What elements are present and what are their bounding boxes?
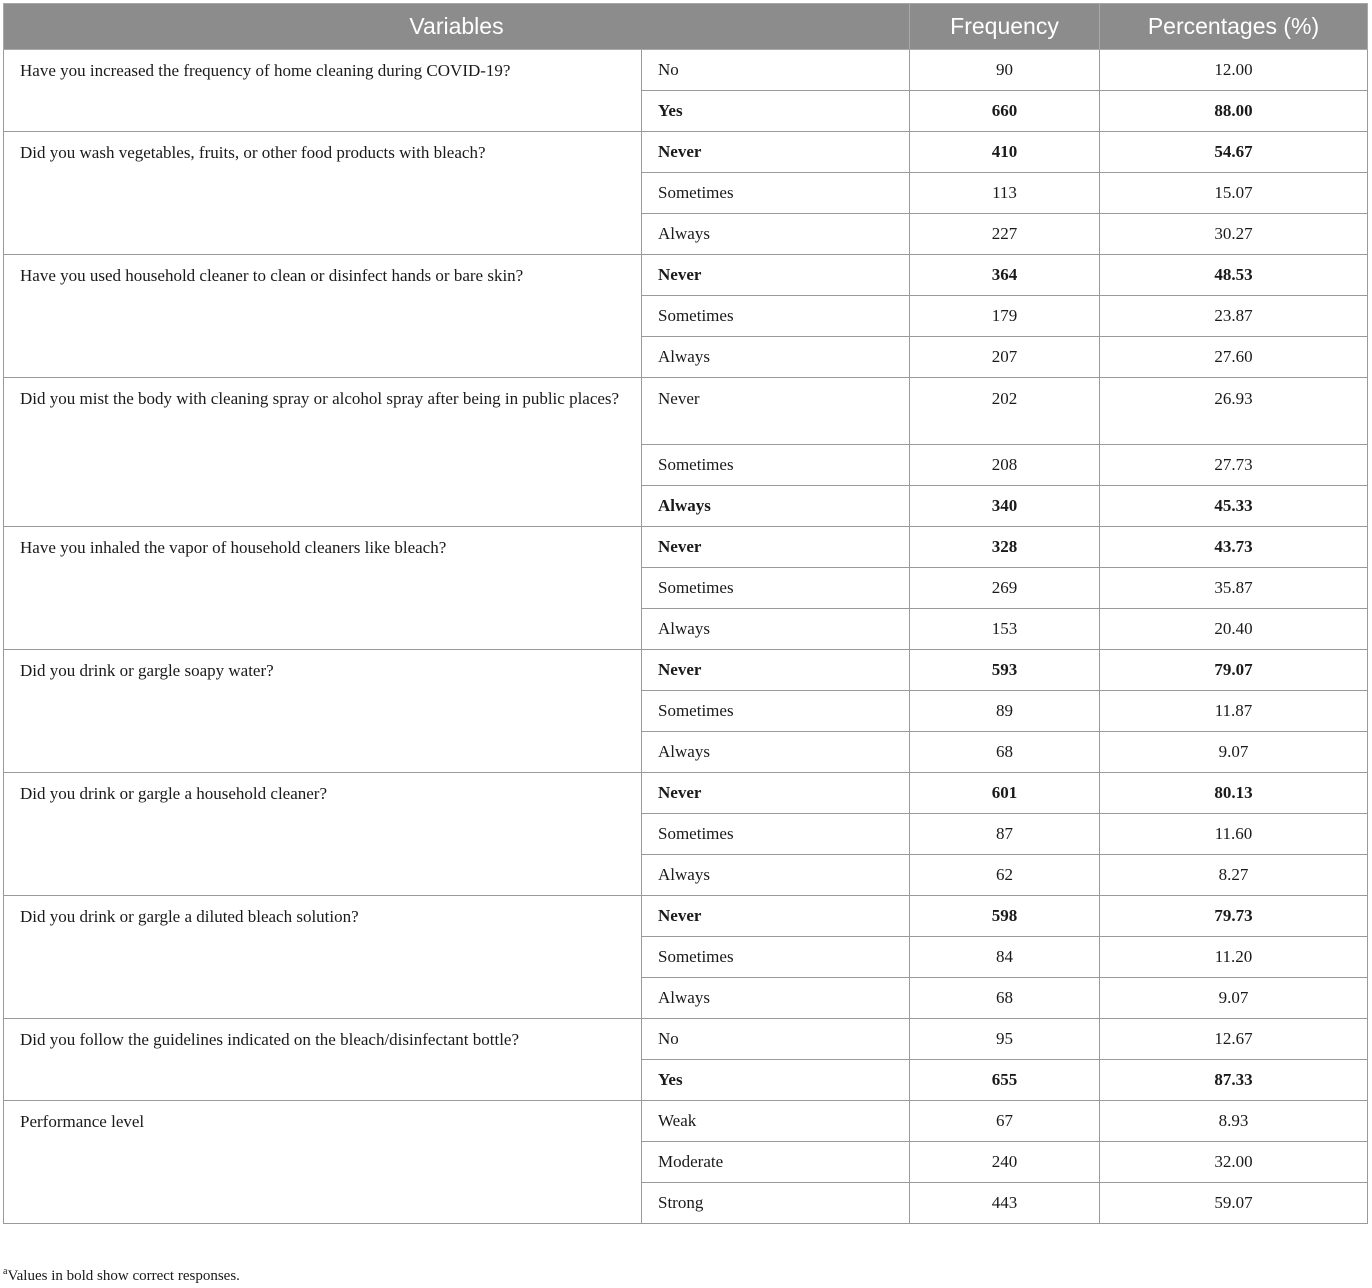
- percentage-cell: 23.87: [1100, 296, 1368, 337]
- footnote: [3, 1266, 240, 1285]
- option-cell: Never: [642, 527, 910, 568]
- table-row: [4, 896, 1368, 937]
- percentage-cell: 45.33: [1100, 486, 1368, 527]
- percentage-cell: 12.67: [1100, 1019, 1368, 1060]
- percentage-cell: 35.87: [1100, 568, 1368, 609]
- percentage-cell: 27.73: [1100, 445, 1368, 486]
- percentage-cell: 11.87: [1100, 691, 1368, 732]
- frequency-cell: 443: [910, 1183, 1100, 1224]
- frequency-cell: 208: [910, 445, 1100, 486]
- option-cell: Strong: [642, 1183, 910, 1224]
- frequency-cell: 598: [910, 896, 1100, 937]
- option-cell: Always: [642, 855, 910, 896]
- percentage-cell: 8.27: [1100, 855, 1368, 896]
- option-cell: Always: [642, 978, 910, 1019]
- frequency-cell: 340: [910, 486, 1100, 527]
- percentage-cell: 43.73: [1100, 527, 1368, 568]
- option-cell: No: [642, 50, 910, 91]
- header-row: [4, 4, 1368, 50]
- percentage-cell: 48.53: [1100, 255, 1368, 296]
- option-cell: Sometimes: [642, 814, 910, 855]
- percentage-cell: 79.73: [1100, 896, 1368, 937]
- question-cell: Did you drink or gargle soapy water?: [4, 650, 642, 773]
- percentage-cell: 9.07: [1100, 978, 1368, 1019]
- frequency-cell: 113: [910, 173, 1100, 214]
- frequency-cell: 655: [910, 1060, 1100, 1101]
- frequency-cell: 207: [910, 337, 1100, 378]
- question-cell: Did you wash vegetables, fruits, or other food products with bleach?: [4, 132, 642, 255]
- percentage-cell: 9.07: [1100, 732, 1368, 773]
- option-cell: Yes: [642, 1060, 910, 1101]
- percentage-cell: 20.40: [1100, 609, 1368, 650]
- frequency-cell: 90: [910, 50, 1100, 91]
- option-cell: Weak: [642, 1101, 910, 1142]
- frequency-cell: 62: [910, 855, 1100, 896]
- option-cell: Always: [642, 609, 910, 650]
- frequency-cell: 364: [910, 255, 1100, 296]
- question-cell: Have you used household cleaner to clean or disinfect hands or bare skin?: [4, 255, 642, 378]
- option-cell: Always: [642, 732, 910, 773]
- option-cell: Sometimes: [642, 568, 910, 609]
- header-percentages: Percentages (%): [1100, 4, 1368, 50]
- frequency-cell: 328: [910, 527, 1100, 568]
- table-row: [4, 1101, 1368, 1142]
- option-cell: Always: [642, 214, 910, 255]
- frequency-cell: 601: [910, 773, 1100, 814]
- percentage-cell: 8.93: [1100, 1101, 1368, 1142]
- frequency-cell: 410: [910, 132, 1100, 173]
- table-row: [4, 1019, 1368, 1060]
- table-row: [4, 255, 1368, 296]
- option-cell: Never: [642, 378, 910, 445]
- frequency-cell: 227: [910, 214, 1100, 255]
- table-row: [4, 527, 1368, 568]
- frequency-cell: 240: [910, 1142, 1100, 1183]
- percentage-cell: 87.33: [1100, 1060, 1368, 1101]
- table-row: [4, 650, 1368, 691]
- frequency-cell: 68: [910, 732, 1100, 773]
- percentage-cell: 79.07: [1100, 650, 1368, 691]
- table-row: [4, 378, 1368, 445]
- header-frequency: Frequency: [910, 4, 1100, 50]
- frequency-cell: 89: [910, 691, 1100, 732]
- percentage-cell: 26.93: [1100, 378, 1368, 445]
- percentage-cell: 59.07: [1100, 1183, 1368, 1224]
- question-cell: Did you mist the body with cleaning spray or alcohol spray after being in public places?: [4, 378, 642, 527]
- frequency-cell: 202: [910, 378, 1100, 445]
- question-cell: Did you drink or gargle a diluted bleach solution?: [4, 896, 642, 1019]
- frequency-cell: 660: [910, 91, 1100, 132]
- percentage-cell: 88.00: [1100, 91, 1368, 132]
- option-cell: Sometimes: [642, 296, 910, 337]
- question-cell: Have you inhaled the vapor of household cleaners like bleach?: [4, 527, 642, 650]
- frequency-cell: 67: [910, 1101, 1100, 1142]
- percentage-cell: 80.13: [1100, 773, 1368, 814]
- option-cell: Never: [642, 896, 910, 937]
- option-cell: Never: [642, 255, 910, 296]
- percentage-cell: 11.60: [1100, 814, 1368, 855]
- responses-table: [3, 3, 1368, 1224]
- percentage-cell: 30.27: [1100, 214, 1368, 255]
- frequency-cell: 593: [910, 650, 1100, 691]
- frequency-cell: 84: [910, 937, 1100, 978]
- option-cell: Yes: [642, 91, 910, 132]
- footnote-text: Values in bold show correct responses.: [7, 1268, 240, 1284]
- question-cell: Did you drink or gargle a household cleaner?: [4, 773, 642, 896]
- header-variables: Variables: [4, 4, 910, 50]
- table-row: [4, 773, 1368, 814]
- question-cell: Have you increased the frequency of home cleaning during COVID-19?: [4, 50, 642, 132]
- frequency-cell: 68: [910, 978, 1100, 1019]
- frequency-cell: 87: [910, 814, 1100, 855]
- frequency-cell: 179: [910, 296, 1100, 337]
- frequency-cell: 153: [910, 609, 1100, 650]
- table-row: [4, 132, 1368, 173]
- option-cell: Never: [642, 132, 910, 173]
- percentage-cell: 27.60: [1100, 337, 1368, 378]
- percentage-cell: 54.67: [1100, 132, 1368, 173]
- option-cell: Always: [642, 486, 910, 527]
- option-cell: Sometimes: [642, 691, 910, 732]
- table-body: [4, 50, 1368, 1224]
- percentage-cell: 11.20: [1100, 937, 1368, 978]
- frequency-cell: 269: [910, 568, 1100, 609]
- question-cell: Performance level: [4, 1101, 642, 1224]
- option-cell: Never: [642, 650, 910, 691]
- option-cell: Sometimes: [642, 937, 910, 978]
- option-cell: Moderate: [642, 1142, 910, 1183]
- percentage-cell: 32.00: [1100, 1142, 1368, 1183]
- option-cell: Sometimes: [642, 173, 910, 214]
- table-row: [4, 50, 1368, 91]
- option-cell: Always: [642, 337, 910, 378]
- option-cell: Never: [642, 773, 910, 814]
- percentage-cell: 15.07: [1100, 173, 1368, 214]
- footnote-marker: a: [3, 1266, 8, 1277]
- frequency-cell: 95: [910, 1019, 1100, 1060]
- percentage-cell: 12.00: [1100, 50, 1368, 91]
- option-cell: Sometimes: [642, 445, 910, 486]
- option-cell: No: [642, 1019, 910, 1060]
- question-cell: Did you follow the guidelines indicated on the bleach/disinfectant bottle?: [4, 1019, 642, 1101]
